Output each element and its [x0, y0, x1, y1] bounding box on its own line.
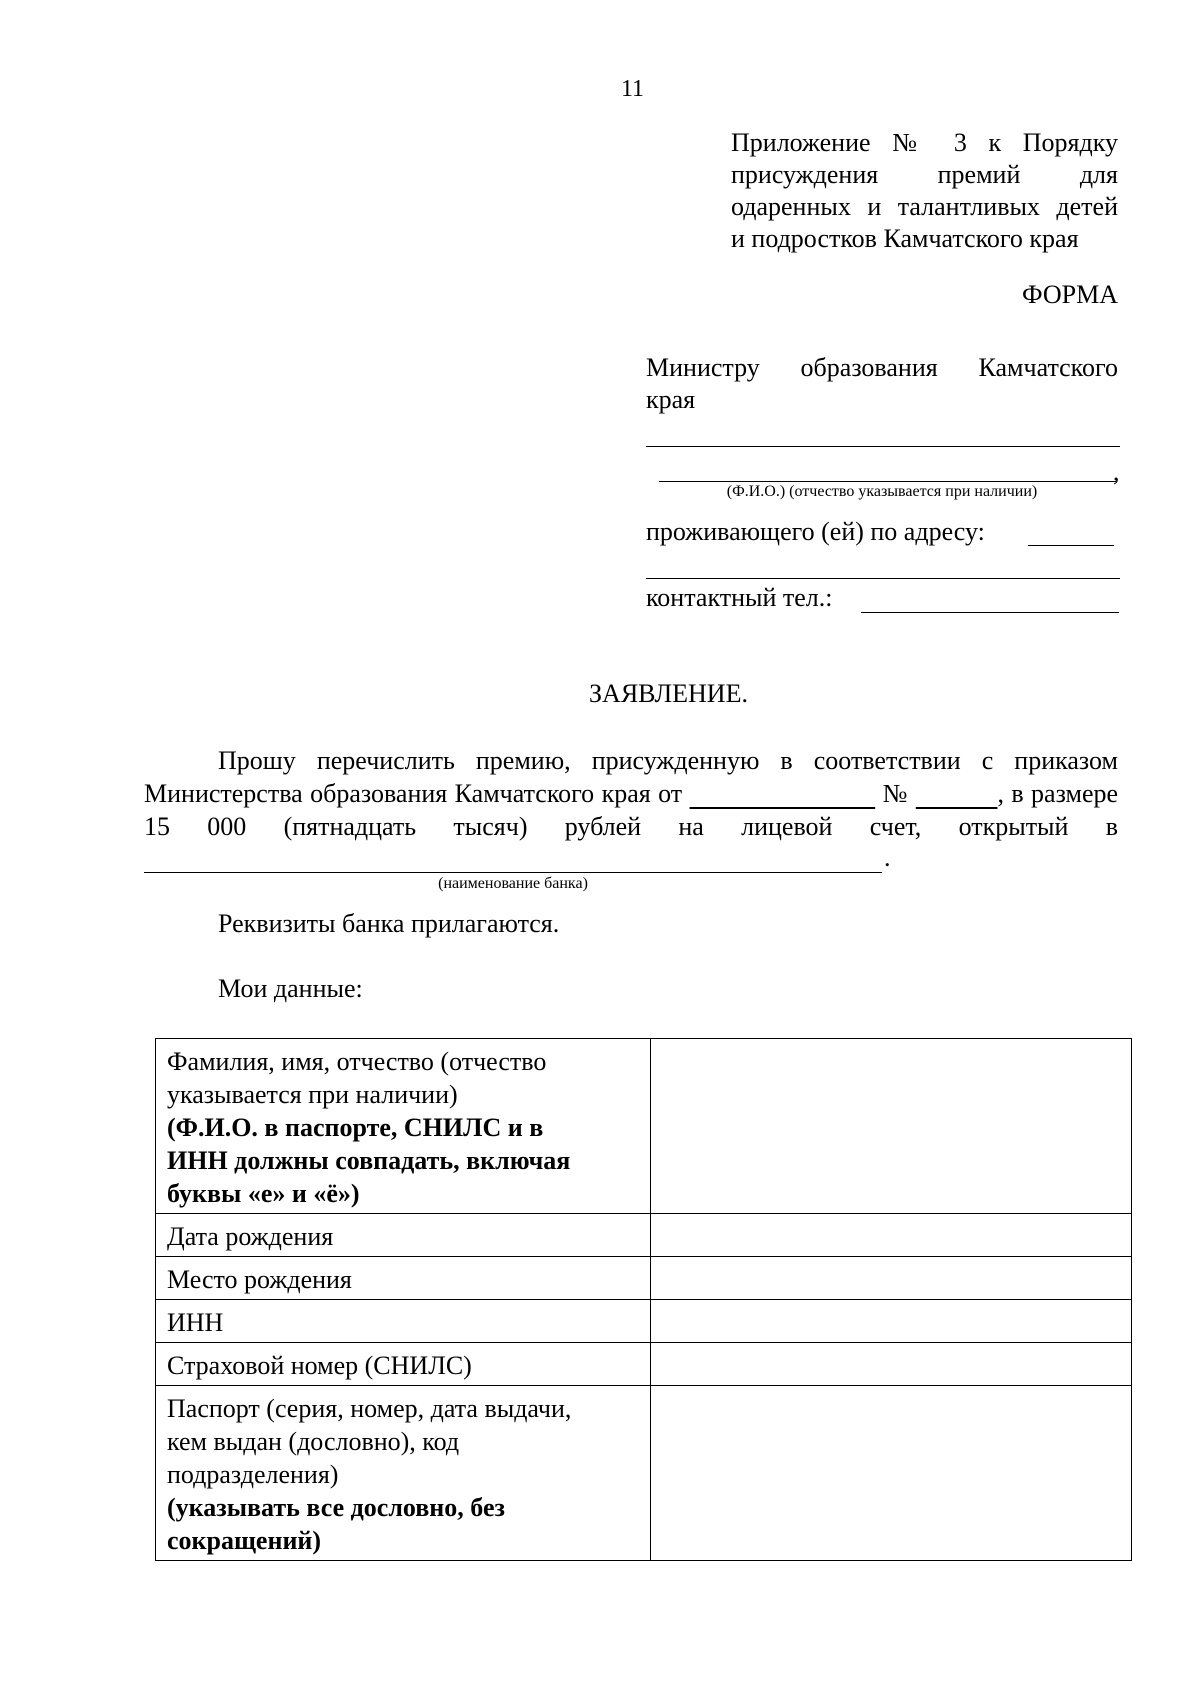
- row-value-cell[interactable]: [650, 1386, 1131, 1561]
- appendix-line: и подростков Камчатского края: [731, 224, 1079, 253]
- label-text: указывается при наличии): [167, 1080, 458, 1109]
- row-label: [156, 1300, 651, 1343]
- order-date-blank: [690, 779, 876, 808]
- table-row: [156, 1039, 1132, 1214]
- label-bold-note: буквы «е» и «ё»): [167, 1179, 360, 1208]
- address-label: проживающего (ей) по адресу:: [646, 517, 985, 546]
- fio-note: (Ф.И.О.) (отчество указывается при наличии): [726, 483, 1038, 500]
- order-number-blank: [916, 779, 998, 808]
- label-text: Место рождения: [167, 1265, 352, 1294]
- label-bold-note: ИНН должны совпадать, включая: [167, 1146, 571, 1175]
- addressee-line: Министру образования Камчатского: [646, 353, 1118, 382]
- label-text: Фамилия, имя, отчество (отчество: [167, 1047, 547, 1076]
- label-text: подразделения): [167, 1460, 339, 1489]
- phone-field: [646, 582, 1122, 614]
- number-sign: №: [882, 779, 909, 808]
- label-text: Страховой номер (СНИЛС): [167, 1351, 472, 1380]
- my-data-label: Мои данные:: [218, 974, 363, 1003]
- page-number: 11: [620, 76, 645, 102]
- request-paragraph: [144, 744, 1118, 843]
- label-bold-note: (Ф.И.О. в паспорте, СНИЛС и в: [167, 1113, 544, 1142]
- label-bold-note: (указывать все дословно, без: [167, 1493, 505, 1522]
- row-value-cell[interactable]: [650, 1257, 1131, 1300]
- row-label: [156, 1039, 651, 1214]
- paragraph-line: 15 000 (пятнадцать тысяч) рублей на лицевой счет, открытый в: [144, 812, 1118, 841]
- fio-blank-line-2: [659, 481, 1116, 482]
- label-text: Паспорт (серия, номер, дата выдачи,: [167, 1394, 572, 1423]
- document-title: ЗАЯВЛЕНИЕ.: [589, 679, 748, 708]
- row-value-cell[interactable]: [650, 1039, 1131, 1214]
- phone-blank-line: [861, 612, 1119, 613]
- table-row: [156, 1386, 1132, 1561]
- addressee-line: края: [646, 385, 696, 414]
- form-label: ФОРМА: [1022, 280, 1118, 309]
- row-label: [156, 1343, 651, 1386]
- paragraph-end-period: .: [884, 843, 891, 872]
- paragraph-line: Прошу перечислить премию, присужденную в соответствии с приказом: [218, 746, 1118, 775]
- table-row: [156, 1214, 1132, 1257]
- bank-details-note: Реквизиты банка прилагаются.: [218, 909, 560, 938]
- address-field: [646, 516, 1122, 548]
- label-text: Дата рождения: [167, 1222, 334, 1251]
- appendix-line: одаренных и талантливых детей: [731, 192, 1118, 221]
- paragraph-line: [144, 777, 1118, 810]
- table-row: [156, 1343, 1132, 1386]
- addressee-block: [646, 352, 1118, 416]
- personal-data-table: [155, 1038, 1132, 1561]
- address-blank-line-1: [1028, 545, 1114, 546]
- label-bold-note: сокращений): [167, 1526, 322, 1555]
- paragraph-text: , в размере: [997, 779, 1119, 808]
- row-value-cell[interactable]: [650, 1214, 1131, 1257]
- bank-name-blank-line: [144, 872, 882, 873]
- fio-blank-line-1: [646, 446, 1120, 447]
- row-label: [156, 1386, 651, 1561]
- table-row: [156, 1300, 1132, 1343]
- label-text: ИНН: [167, 1308, 224, 1337]
- phone-label: контактный тел.:: [646, 583, 833, 612]
- bank-name-note: (наименование банка): [438, 875, 588, 892]
- address-blank-line-2: [646, 578, 1120, 579]
- row-value-cell[interactable]: [650, 1343, 1131, 1386]
- paragraph-text: Министерства образования Камчатского края от: [144, 779, 683, 808]
- appendix-line: Приложение № 3 к Порядку: [731, 128, 1118, 157]
- fio-comma: ,: [1113, 457, 1120, 486]
- row-value-cell[interactable]: [650, 1300, 1131, 1343]
- appendix-reference: [731, 127, 1118, 255]
- row-label: [156, 1214, 651, 1257]
- label-text: кем выдан (дословно), код: [167, 1427, 460, 1456]
- row-label: [156, 1257, 651, 1300]
- appendix-line: присуждения премий для: [731, 160, 1118, 189]
- table-row: [156, 1257, 1132, 1300]
